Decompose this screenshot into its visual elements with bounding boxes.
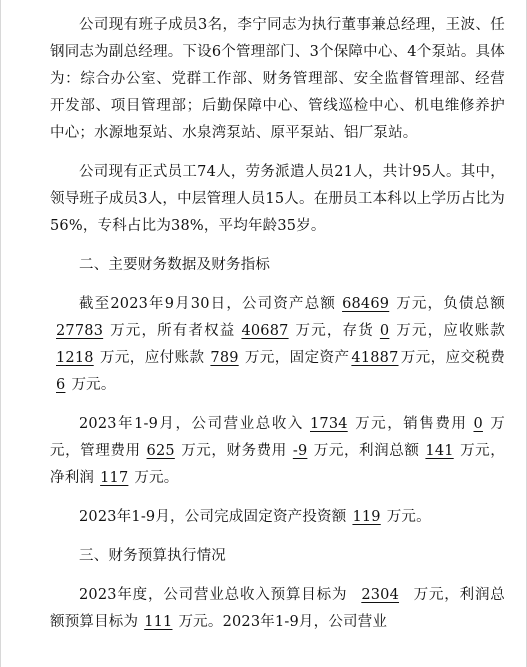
paragraph-investment: [50, 504, 505, 531]
section-heading-budget-execution: 三、财务预算执行情况: [79, 548, 226, 564]
text: 2023年1-9月，公司完成固定资产投资额: [79, 509, 347, 525]
paragraph-budget: [50, 582, 505, 636]
value-taxes-payable: 6: [56, 377, 66, 393]
value-finance-expenses: -9: [292, 443, 308, 459]
value-revenue: 1734: [310, 416, 348, 432]
text: 万元，固定资产: [244, 350, 350, 366]
text: 万元，应收账款: [395, 323, 506, 339]
text: 万元。: [134, 470, 179, 486]
paragraph-gap: [50, 147, 505, 159]
text: 万元，利润总额预算目标为: [50, 587, 506, 630]
value-fixed-asset-investment: 119: [352, 509, 381, 525]
value-profit-target: 111: [144, 614, 173, 630]
value-inventory: 0: [379, 323, 390, 339]
text: 万元。: [71, 377, 116, 393]
text: 2023年1-9月，公司营业总收入: [79, 416, 304, 432]
value-fixed-assets: 41887: [351, 350, 399, 366]
text: 截至2023年9月30日，公司资产总额: [79, 296, 337, 312]
value-receivables: 1218: [56, 350, 94, 366]
value-owners-equity: 40687: [241, 323, 289, 339]
text: 万元，销售费用: [353, 416, 468, 432]
text: 万元，管理费用: [50, 416, 505, 459]
document-body: [50, 12, 505, 636]
paragraph-staff: 公司现有正式员工74人，劳务派遣人员21人，共计95人。其中，领导班子成员3人，中层管理人员15人。在册员工本科以上学历占比为56%，专科占比为38%，平均年龄35岁。: [50, 164, 505, 234]
text: 万元，利润总额: [313, 443, 420, 459]
value-total-liabilities: 27783: [56, 323, 104, 339]
paragraph-gap: [50, 399, 505, 411]
value-total-profit: 141: [425, 443, 454, 459]
paragraph-income: [50, 411, 505, 492]
value-net-profit: 117: [100, 470, 129, 486]
value-total-assets: 68469: [342, 296, 390, 312]
text: 万元，存货: [294, 323, 374, 339]
text: 万元。2023年1-9月，公司营业: [178, 614, 388, 630]
paragraph-company-structure: 公司现有班子成员3名，李宁同志为执行董事兼总经理，王波、任钢同志为副总经理。下设6个管理部门、3个保障中心、4个泵站。具体为：综合办公室、党群工作部、财务管理部、安全监督管理部、经营开发部、项目管理部；后勤保障中心、管线巡检中心、机电维修养护中心；水源地泵站、水泉湾泵站、原平泵站、铝厂泵站。: [50, 17, 505, 141]
paragraph-gap: [50, 492, 505, 504]
text: 2023年度，公司营业总收入预算目标为: [79, 587, 348, 603]
value-selling-expenses: 0: [473, 416, 483, 432]
text: 万元，净利润: [50, 443, 505, 486]
value-payables: 789: [210, 350, 239, 366]
value-admin-expenses: 625: [146, 443, 175, 459]
text: 万元，应付账款: [99, 350, 205, 366]
value-revenue-target: 2304: [361, 587, 400, 603]
text: 万元，负债总额: [395, 296, 505, 312]
text: 万元，财务费用: [180, 443, 287, 459]
text: 万元，应交税费: [400, 350, 505, 366]
text: 万元。: [386, 509, 431, 525]
text: 万元，所有者权益: [109, 323, 236, 339]
section-heading-financial-data: 二、主要财务数据及财务指标: [79, 257, 271, 273]
paragraph-balance-sheet: [50, 291, 505, 399]
